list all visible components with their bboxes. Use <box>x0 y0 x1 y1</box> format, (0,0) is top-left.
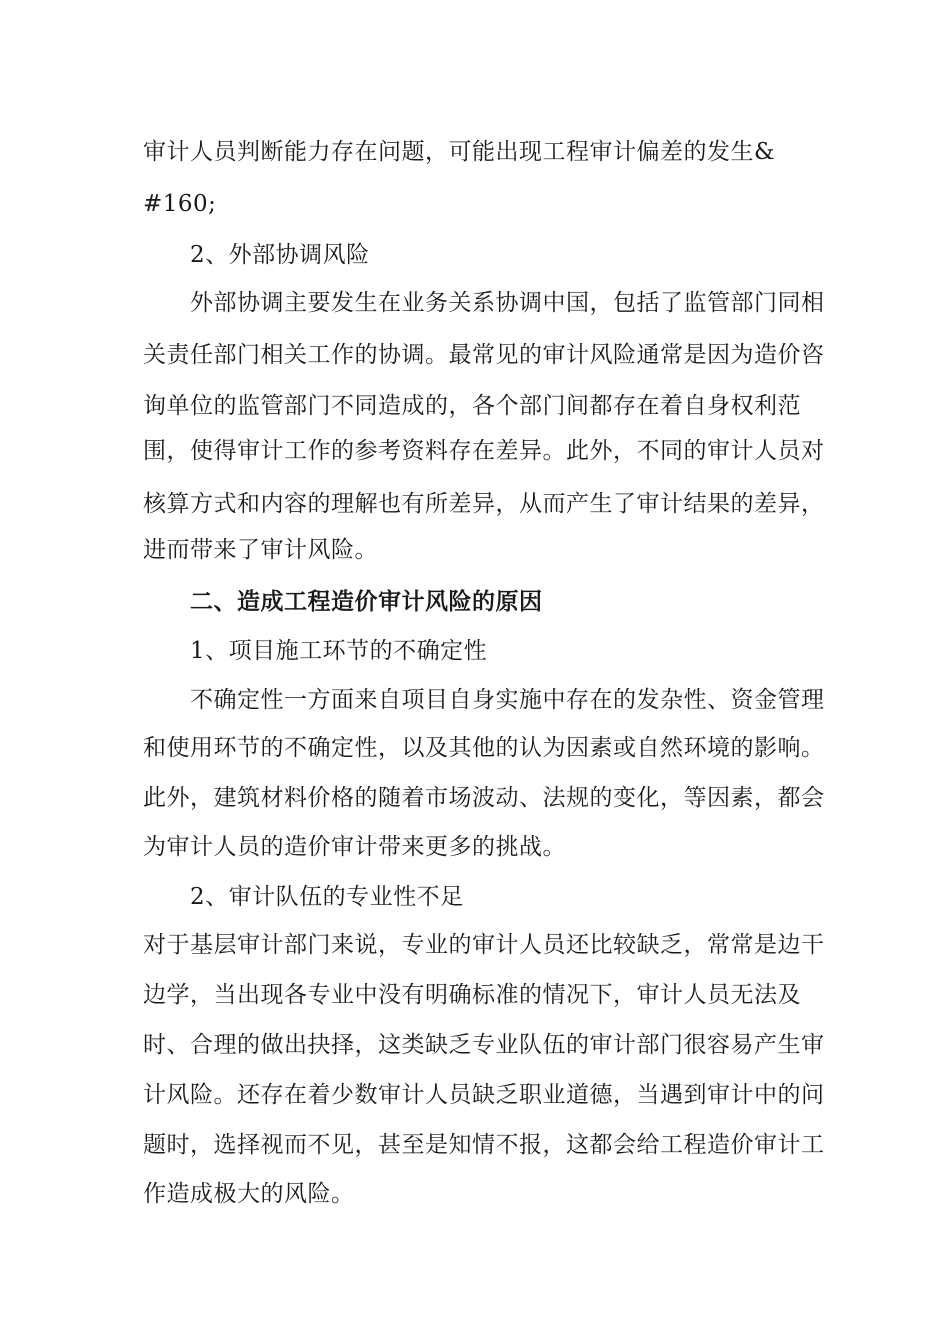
body-text-line: 核算方式和内容的理解也有所差异，从而产生了审计结果的差异， <box>143 491 825 517</box>
subsection-heading: 1、项目施工环节的不确定性 <box>190 638 488 664</box>
body-text-line: 边学，当出现各专业中没有明确标准的情况下，审计人员无法及 <box>143 982 801 1008</box>
body-text-line: 审计人员判断能力存在问题，可能出现工程审计偏差的发生& <box>143 139 775 165</box>
body-text-line: 计风险。还存在着少数审计人员缺乏职业道德，当遇到审计中的问 <box>143 1082 825 1108</box>
subsection-heading: 2、外部协调风险 <box>190 242 370 268</box>
body-text-line: 对于基层审计部门来说，专业的审计人员还比较缺乏，常常是边干 <box>143 932 825 958</box>
body-text-line: 外部协调主要发生在业务关系协调中国，包括了监管部门同相 <box>190 290 825 316</box>
body-text-line: 作造成极大的风险。 <box>143 1181 355 1207</box>
body-text-line: 不确定性一方面来自项目自身实施中存在的发杂性、资金管理 <box>190 687 825 713</box>
body-text-line: 此外，建筑材料价格的随着市场波动、法规的变化，等因素，都会 <box>143 785 825 811</box>
body-text-line: 关责任部门相关工作的协调。最常见的审计风险通常是因为造价咨 <box>143 342 825 368</box>
body-text-line: 询单位的监管部门不同造成的，各个部门间都存在着自身权利范 <box>143 393 801 419</box>
body-text-line: #160; <box>143 191 217 217</box>
body-text-line: 时、合理的做出抉择，这类缺乏专业队伍的审计部门很容易产生审 <box>143 1032 825 1058</box>
body-text-line: 题时，选择视而不见，甚至是知情不报，这都会给工程造价审计工 <box>143 1132 825 1158</box>
section-heading: 二、造成工程造价审计风险的原因 <box>190 588 543 615</box>
body-text-line: 围，使得审计工作的参考资料存在差异。此外，不同的审计人员对 <box>143 438 825 464</box>
body-text-line: 为审计人员的造价审计带来更多的挑战。 <box>143 834 566 860</box>
subsection-heading: 2、审计队伍的专业性不足 <box>190 884 464 910</box>
body-text-line: 进而带来了审计风险。 <box>143 537 378 563</box>
body-text-line: 和使用环节的不确定性，以及其他的认为因素或自然环境的影响。 <box>143 735 825 761</box>
